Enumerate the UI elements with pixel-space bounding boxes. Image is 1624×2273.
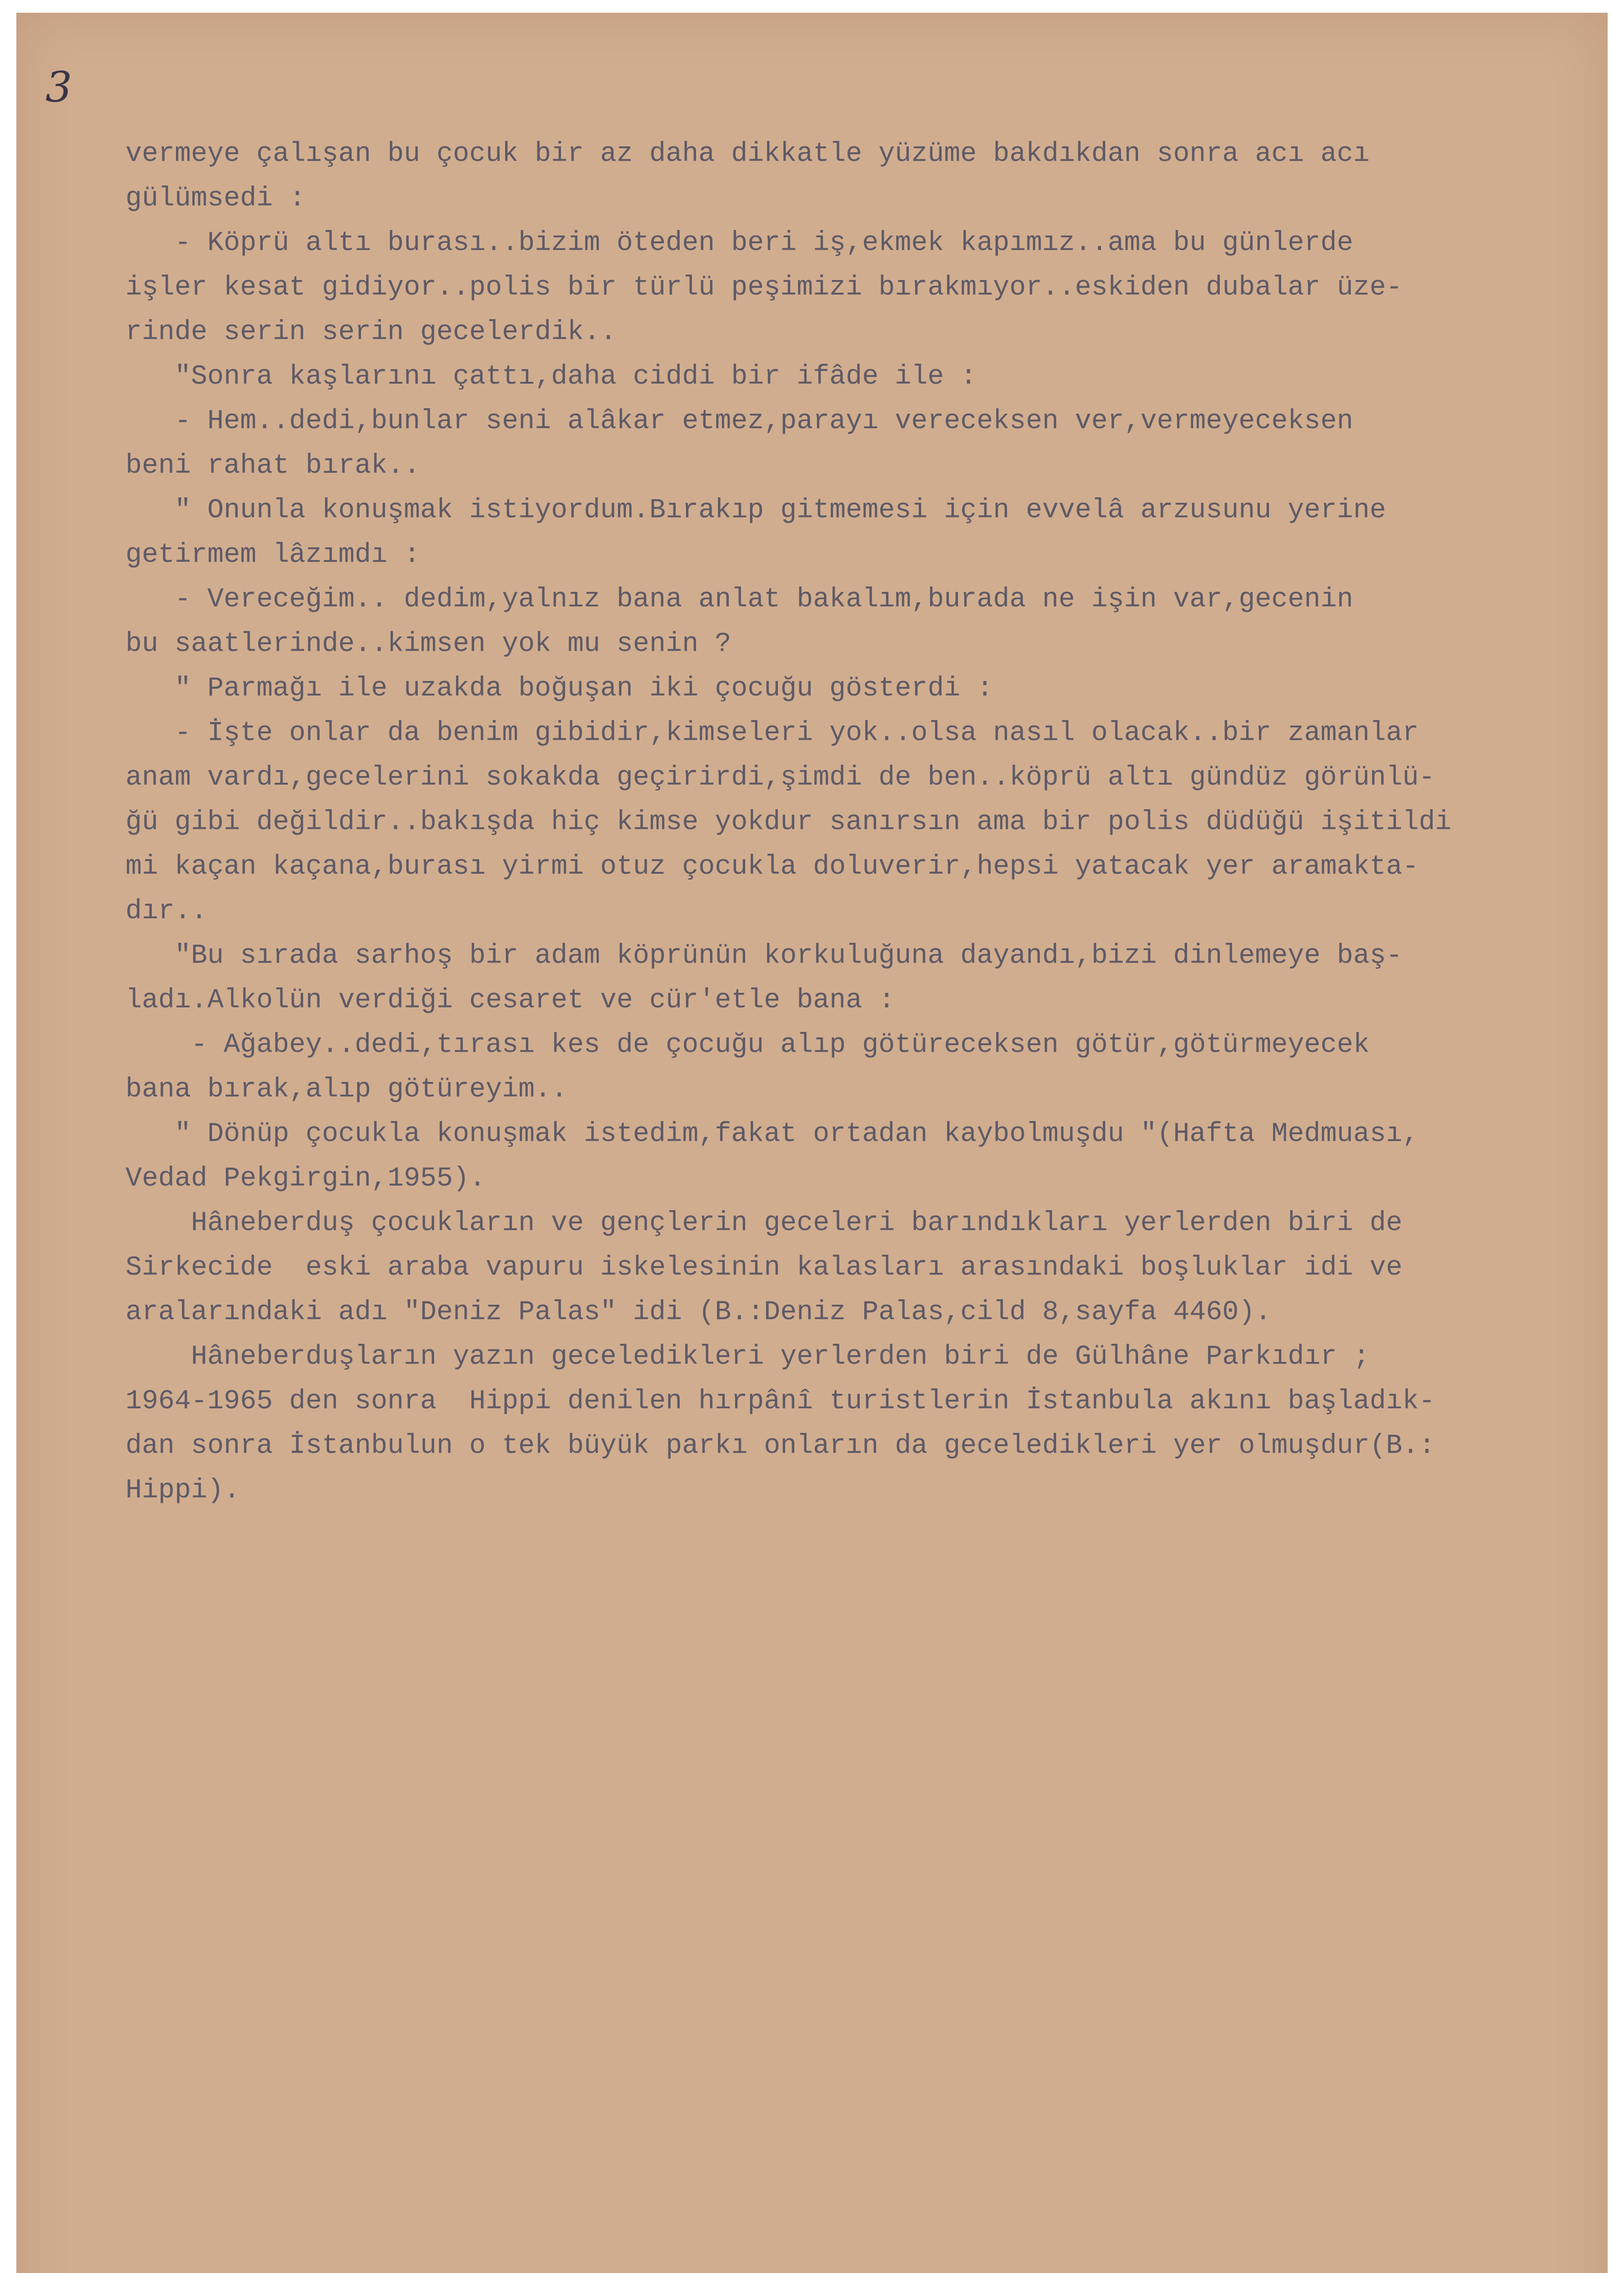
text-line: dır.. xyxy=(125,896,208,927)
text-line: " Parmağı ile uzakda boğuşan iki çocuğu gösterdi : xyxy=(125,673,993,704)
text-line: " Dönüp çocukla konuşmak istedim,fakat ortadan kaybolmuşdu "(Hafta Medmuası, xyxy=(125,1119,1419,1150)
text-line: aralarındaki adı "Deniz Palas" idi (B.:Deniz Palas,cild 8,sayfa 4460). xyxy=(125,1297,1272,1328)
text-line: rinde serin serin gecelerdik.. xyxy=(125,317,617,348)
text-line: vermeye çalışan bu çocuk bir az daha dikkatle yüzüme bakdıkdan sonra acı acı xyxy=(125,139,1370,170)
text-line: - İşte onlar da benim gibidir,kimseleri yok..olsa nasıl olacak..bir zamanlar xyxy=(125,718,1419,749)
text-line: beni rahat bırak.. xyxy=(125,451,421,481)
text-line: - Köprü altı burası..bizim öteden beri iş,ekmek kapımız..ama bu günlerde xyxy=(125,228,1353,259)
text-line: dan sonra İstanbulun o tek büyük parkı onların da geceledikleri yer olmuşdur(B.: xyxy=(125,1431,1435,1462)
typewritten-page xyxy=(16,13,1608,2273)
text-line: - Ağabey..dedi,tırası kes de çocuğu alıp götüreceksen götür,götürmeyecek xyxy=(125,1030,1370,1061)
text-line: Vedad Pekgirgin,1955). xyxy=(125,1163,486,1194)
text-line: bu saatlerinde..kimsen yok mu senin ? xyxy=(125,629,732,660)
text-line: işler kesat gidiyor..polis bir türlü peşimizi bırakmıyor..eskiden dubalar üze- xyxy=(125,272,1403,303)
text-line: anam vardı,gecelerini sokakda geçirirdi,şimdi de ben..köprü altı gündüz görünlü- xyxy=(125,762,1435,793)
text-line: Hâneberduş çocukların ve gençlerin geceleri barındıkları yerlerden biri de xyxy=(125,1208,1403,1239)
page-number: 3 xyxy=(45,63,72,111)
text-line: getirmem lâzımdı : xyxy=(125,540,421,571)
text-line: " Onunla konuşmak istiyordum.Bırakıp gitmemesi için evvelâ arzusunu yerine xyxy=(125,495,1386,526)
text-line: "Bu sırada sarhoş bir adam köprünün korkuluğuna dayandı,bizi dinlemeye baş- xyxy=(125,941,1403,971)
text-line: gülümsedi : xyxy=(125,183,306,214)
text-line: mi kaçan kaçana,burası yirmi otuz çocukla doluverir,hepsi yatacak yer aramakta- xyxy=(125,851,1419,882)
text-line: "Sonra kaşlarını çattı,daha ciddi bir ifâde ile : xyxy=(125,361,977,392)
text-line: - Vereceğim.. dedim,yalnız bana anlat bakalım,burada ne işin var,gecenin xyxy=(125,584,1353,615)
text-line: Hippi). xyxy=(125,1475,241,1506)
text-line: Sirkecide eski araba vapuru iskelesinin kalasları arasındaki boşluklar idi ve xyxy=(125,1252,1403,1283)
text-line: Hâneberduşların yazın geceledikleri yerlerden biri de Gülhâne Parkıdır ; xyxy=(125,1342,1370,1372)
body-text xyxy=(125,132,1585,1513)
text-line: 1964-1965 den sonra Hippi denilen hırpânî turistlerin İstanbula akını başladık- xyxy=(125,1386,1435,1417)
text-line: bana bırak,alıp götüreyim.. xyxy=(125,1074,568,1105)
text-line: ladı.Alkolün verdiği cesaret ve cür'etle bana : xyxy=(125,985,895,1016)
text-line: ğü gibi değildir..bakışda hiç kimse yokdur sanırsın ama bir polis düdüğü işitildi xyxy=(125,807,1452,838)
text-line: - Hem..dedi,bunlar seni alâkar etmez,parayı vereceksen ver,vermeyeceksen xyxy=(125,406,1353,437)
